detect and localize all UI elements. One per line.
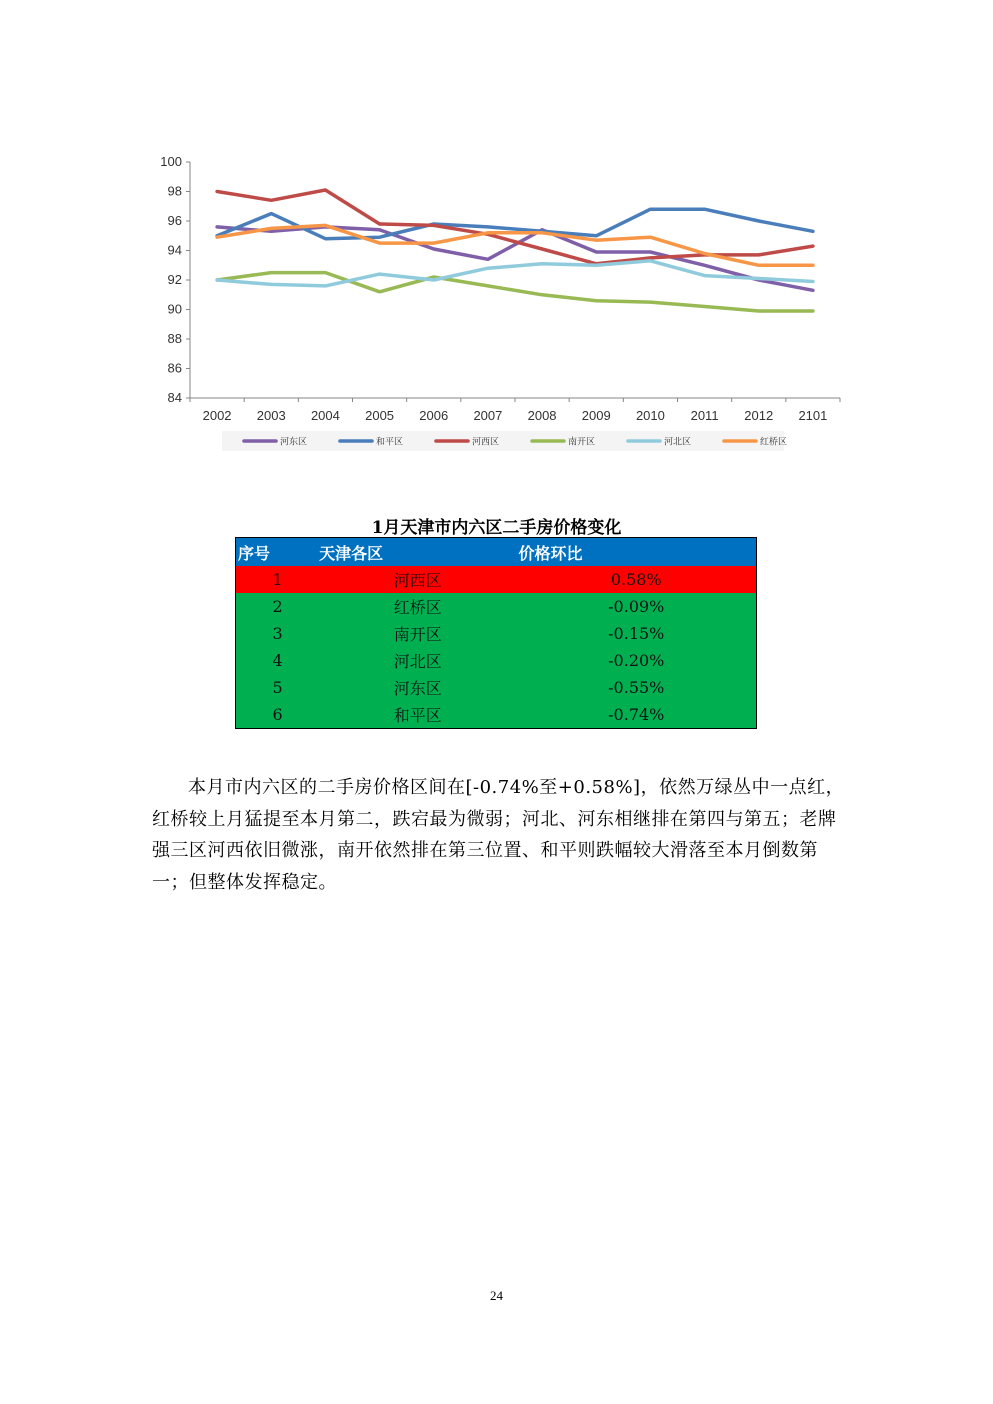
price-table [235,537,757,729]
legend-label: 和平区 [376,437,404,448]
table-row [236,593,757,620]
row-index: 4 [236,647,320,674]
row-district: 红桥区 [319,593,516,620]
x-tick-label: 2012 [744,408,774,423]
x-tick-label: 2009 [581,408,611,423]
row-index: 1 [236,566,320,593]
row-index: 2 [236,593,320,620]
y-tick-label: 96 [167,213,182,228]
x-tick-label: 2008 [527,408,557,423]
body-paragraph: 本月市内六区的二手房价格区间在[-0.74%至+0.58%]，依然万绿丛中一点红，红桥较上月猛提至本月第二，跌宕最为微弱；河北、河东相继排在第四与第五；老牌强三区河西依旧微涨，南开依然排在第三位置、和平则跌幅较大滑落至本月倒数第一；但整体发挥稳定。 [152,777,845,893]
row-index: 6 [236,701,320,729]
legend-label: 河东区 [280,437,308,448]
row-district: 河西区 [319,566,516,593]
table-title: 1月天津市内六区二手房价格变化 [371,518,622,538]
legend-label: 红桥区 [760,437,788,448]
legend-label: 南开区 [568,437,596,448]
table-row [236,674,757,701]
legend-label: 河北区 [664,437,692,448]
x-tick-label: 2002 [202,408,232,423]
row-change: -0.09% [517,593,757,620]
header-index: 序号 [236,538,320,567]
y-tick-label: 90 [167,301,182,317]
row-district: 河东区 [319,674,516,701]
table-row [236,620,757,647]
page-number: 24 [490,1288,503,1303]
x-tick-label: 2011 [690,408,719,423]
header-change: 价格环比 [517,538,757,567]
row-change: -0.74% [517,701,757,729]
table-header-row [236,538,757,567]
y-tick-label: 88 [167,331,182,346]
row-index: 5 [236,674,320,701]
row-change: -0.55% [517,674,757,701]
x-tick-label: 2004 [310,408,340,423]
x-tick-label: 2006 [419,408,449,423]
row-index: 3 [236,620,320,647]
line-chart [150,150,850,455]
row-district: 南开区 [319,620,516,647]
y-tick-label: 98 [167,183,182,199]
row-change: -0.20% [517,647,757,674]
row-district: 河北区 [319,647,516,674]
y-tick-label: 86 [167,360,182,376]
header-district: 天津各区 [319,538,516,567]
row-change: -0.15% [517,620,757,647]
table-row [236,566,757,593]
y-tick-label: 92 [167,272,182,287]
chart-svg [150,150,850,455]
row-district: 和平区 [319,701,516,729]
x-tick-label: 2101 [798,408,828,423]
x-tick-label: 2005 [365,408,395,423]
x-tick-label: 2007 [473,408,503,423]
table-row [236,701,757,729]
row-change: 0.58% [517,566,757,593]
x-tick-label: 2010 [635,408,665,423]
y-tick-label: 94 [167,242,182,258]
table-row [236,647,757,674]
y-tick-label: 84 [167,390,182,405]
x-tick-label: 2003 [256,408,286,423]
legend-label: 河西区 [472,437,500,448]
y-tick-label: 100 [160,154,182,169]
